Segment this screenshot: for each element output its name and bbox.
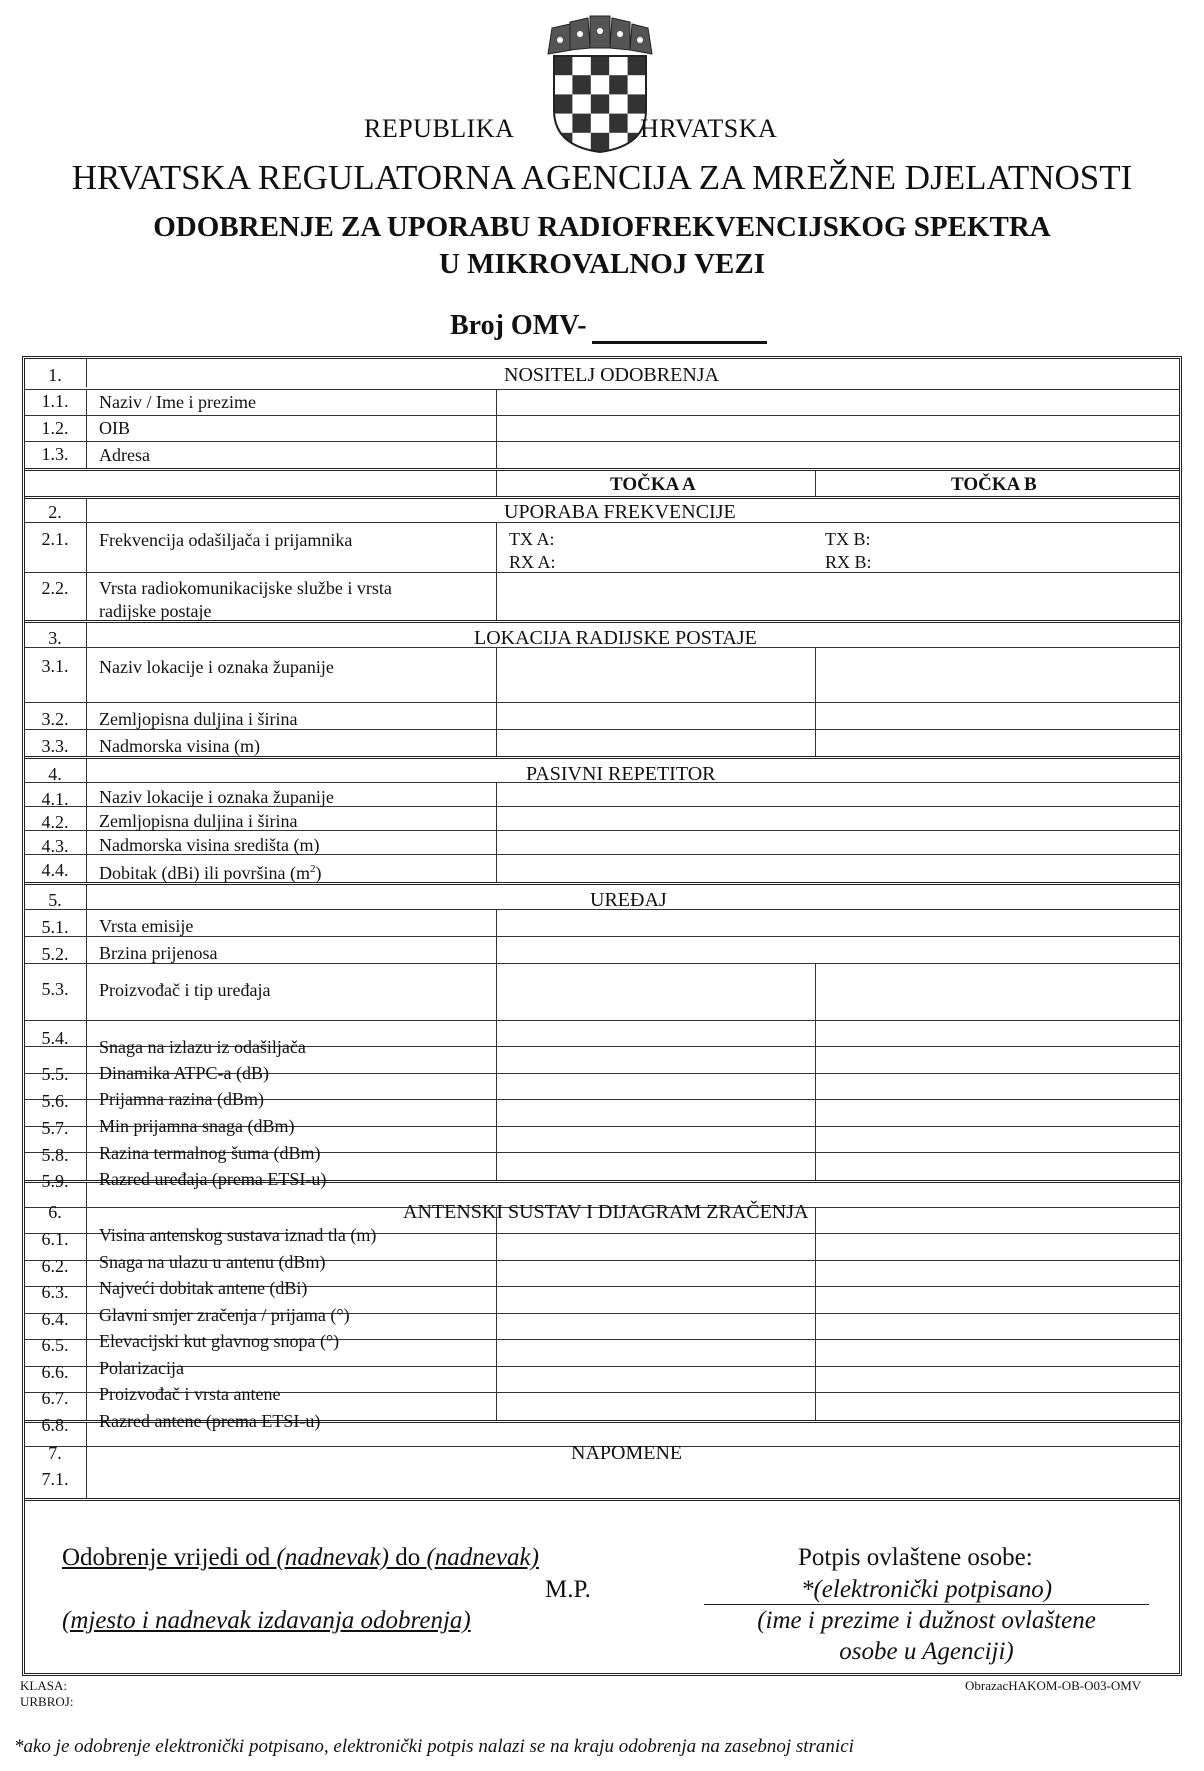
point-a-header: TOČKA A	[610, 474, 696, 495]
row-number: 6.8.	[41, 1415, 69, 1435]
omv-number-field[interactable]	[592, 341, 767, 344]
section-number: 6.	[48, 1202, 62, 1222]
section-number: 7.	[48, 1443, 62, 1463]
rx-a-label: RX A:	[509, 552, 556, 572]
section-title-passive-repeater: PASIVNI REPETITOR	[526, 763, 716, 785]
row-label: Naziv lokacije i oznaka županije	[99, 787, 334, 807]
row-number: 4.2.	[41, 812, 69, 832]
row-number: 5.8.	[41, 1145, 69, 1165]
section-title-notes: NAPOMENE	[571, 1442, 683, 1464]
row-number: 4.4.	[41, 860, 69, 880]
row-number: 6.6.	[41, 1362, 69, 1382]
row-label: Glavni smjer zračenja / prijama (°)	[99, 1305, 350, 1325]
section-title-frequency: UPORABA FREKVENCIJE	[504, 501, 736, 523]
section-number: 1.	[48, 365, 62, 385]
section-number: 5.	[48, 890, 62, 910]
validity-period: Odobrenje vrijedi od (nadnevak) do (nadnevak)	[62, 1544, 539, 1571]
row-label: Frekvencija odašiljača i prijamnika	[99, 530, 353, 550]
row-label: Vrsta emisije	[99, 916, 194, 936]
row-label-cont: radijske postaje	[99, 601, 212, 621]
row-number: 3.1.	[41, 656, 69, 676]
row-label: Prijamna razina (dBm)	[99, 1089, 264, 1109]
agency-name: HRVATSKA REGULATORNA AGENCIJA ZA MREŽNE DJELATNOSTI	[71, 158, 1133, 197]
row-number: 7.1.	[41, 1469, 69, 1489]
section-title-antenna: ANTENSKI SUSTAV I DIJAGRAM ZRAČENJA	[403, 1201, 809, 1223]
approval-form-table	[22, 356, 1182, 1676]
row-label: Naziv / Ime i prezime	[99, 392, 256, 412]
stamp-placeholder: M.P.	[545, 1576, 591, 1603]
row-label: Zemljopisna duljina i širina	[99, 709, 298, 729]
urbroj-label: URBROJ:	[20, 1694, 74, 1709]
row-label: Polarizacija	[99, 1358, 184, 1378]
row-number: 5.9.	[41, 1171, 69, 1191]
row-number: 5.6.	[41, 1091, 69, 1111]
row-number: 6.3.	[41, 1282, 69, 1302]
document-subtitle: U MIKROVALNOJ VEZI	[438, 248, 766, 280]
row-label: Proizvođač i vrsta antene	[99, 1384, 281, 1404]
row-label: Visina antenskog sustava iznad tla (m)	[99, 1225, 377, 1245]
signature-title: Potpis ovlaštene osobe:	[798, 1544, 1033, 1571]
row-label: Snaga na ulazu u antenu (dBm)	[99, 1252, 326, 1272]
tx-b-label: TX B:	[825, 529, 871, 549]
row-number: 4.1.	[41, 789, 69, 809]
row-number: 3.3.	[41, 736, 69, 756]
row-number: 5.7.	[41, 1118, 69, 1138]
row-number: 6.4.	[41, 1309, 69, 1329]
row-number: 5.1.	[41, 917, 69, 937]
rx-b-label: RX B:	[825, 552, 872, 572]
row-number: 6.7.	[41, 1388, 69, 1408]
row-label: Razred uređaja (prema ETSI-u)	[99, 1169, 327, 1189]
section-title-location: LOKACIJA RADIJSKE POSTAJE	[474, 627, 757, 649]
row-label: Proizvođač i tip uređaja	[99, 980, 271, 1000]
footnote: *ako je odobrenje elektronički potpisano, elektronički potpis nalazi se na kraju odobrenja na zasebnoj stranici	[14, 1736, 854, 1757]
row-number: 5.2.	[41, 944, 69, 964]
row-label: Snaga na izlazu iz odašiljača	[99, 1037, 306, 1057]
section-title-device: UREĐAJ	[590, 889, 667, 911]
tx-a-label: TX A:	[509, 529, 555, 549]
row-label: Zemljopisna duljina i širina	[99, 811, 298, 831]
section-number: 4.	[48, 764, 62, 784]
row-number: 2.2.	[41, 578, 69, 598]
row-number: 5.5.	[41, 1064, 69, 1084]
row-label: Min prijamna snaga (dBm)	[99, 1116, 295, 1136]
row-number: 3.2.	[41, 709, 69, 729]
row-number: 2.1.	[41, 529, 69, 549]
row-label: OIB	[99, 418, 130, 438]
row-label: Vrsta radiokomunikacijske službe i vrsta	[99, 578, 392, 598]
row-label: Razred antene (prema ETSI-u)	[99, 1411, 321, 1431]
document-title: ODOBRENJE ZA UPORABU RADIOFREKVENCIJSKOG SPEKTRA	[153, 211, 1051, 243]
row-label: Nadmorska visina središta (m)	[99, 835, 320, 855]
section-number: 3.	[48, 628, 62, 648]
signature-field[interactable]: *(elektronički potpisano)	[704, 1576, 1149, 1605]
hrvatska-label: HRVATSKA	[640, 114, 778, 143]
row-label: Dobitak (dBi) ili površina $(m^2)$	[99, 863, 322, 883]
row-number: 6.5.	[41, 1335, 69, 1355]
signature-caption-cont: osobe u Agenciji)	[839, 1638, 1014, 1665]
row-label: Brzina prijenosa	[99, 943, 218, 963]
row-number: 5.3.	[41, 979, 69, 999]
section-title-holder: NOSITELJ ODOBRENJA	[504, 364, 719, 386]
section-number: 2.	[48, 502, 62, 522]
row-number: 4.3.	[41, 836, 69, 856]
row-label: Adresa	[99, 445, 150, 465]
row-label: Najveći dobitak antene (dBi)	[99, 1278, 308, 1298]
omv-number-label: Broj OMV-	[450, 310, 587, 341]
row-label: Dinamika ATPC-a (dB)	[99, 1063, 269, 1083]
row-label: Elevacijski kut glavnog snopa (°)	[99, 1331, 340, 1351]
row-label: Nadmorska visina (m)	[99, 736, 260, 756]
row-number: 5.4.	[41, 1028, 69, 1048]
row-number: 1.2.	[41, 418, 69, 438]
row-number: 6.1.	[41, 1229, 69, 1249]
point-b-header: TOČKA B	[951, 474, 1037, 495]
row-number: 1.1.	[41, 391, 69, 411]
row-number: 1.3.	[41, 444, 69, 464]
republika-label: REPUBLIKA	[364, 114, 515, 143]
klasa-label: KLASA:	[20, 1678, 67, 1693]
row-label: Naziv lokacije i oznaka županije	[99, 657, 334, 677]
row-number: 6.2.	[41, 1256, 69, 1276]
form-code: ObrazacHAKOM-OB-O03-OMV	[965, 1678, 1142, 1693]
signature-caption: (ime i prezime i dužnost ovlaštene	[757, 1607, 1096, 1634]
issue-place-date: (mjesto i nadnevak izdavanja odobrenja)	[62, 1607, 471, 1634]
row-label: Razina termalnog šuma (dBm)	[99, 1143, 321, 1163]
